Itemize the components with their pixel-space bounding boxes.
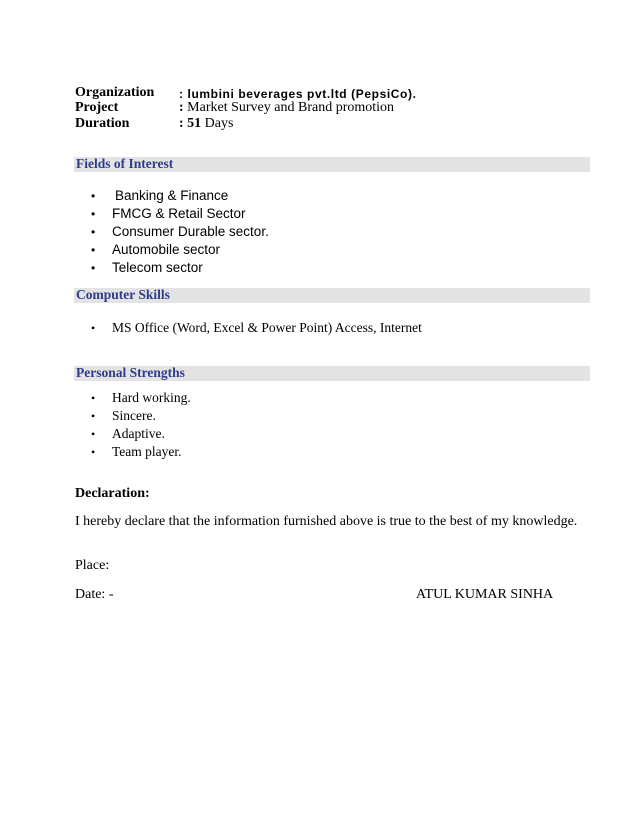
fields-of-interest-header xyxy=(74,157,590,172)
list-item-text: Adaptive. xyxy=(112,426,165,441)
list-item-text: Team player. xyxy=(112,444,182,459)
list-item-text: Consumer Durable sector. xyxy=(112,224,269,239)
bullet-icon: • xyxy=(91,321,96,335)
duration-number: : 51 xyxy=(179,116,202,131)
list-item-text: Hard working. xyxy=(112,390,191,405)
computer-skills-title: Computer Skills xyxy=(76,287,170,302)
bullet-icon: • xyxy=(91,409,96,423)
bullet-icon: • xyxy=(91,427,96,441)
list-item-text: Automobile sector xyxy=(112,242,221,257)
date-label: Date: - xyxy=(75,587,114,602)
bullet-icon: • xyxy=(91,243,96,257)
list-item xyxy=(74,407,191,425)
list-item-text: Sincere. xyxy=(112,408,156,423)
fields-of-interest-list xyxy=(74,187,269,277)
list-item-text: MS Office (Word, Excel & Power Point) Access, Internet xyxy=(112,320,422,335)
computer-skills-list xyxy=(74,319,422,337)
signature-name: ATUL KUMAR SINHA xyxy=(416,587,554,602)
duration-value xyxy=(179,116,233,132)
duration-unit: Days xyxy=(204,116,234,131)
list-item xyxy=(74,425,191,443)
fields-of-interest-title: Fields of Interest xyxy=(76,156,174,171)
bullet-icon: • xyxy=(91,391,96,405)
organization-value: : lumbini beverages pvt.ltd (PepsiCo). xyxy=(179,87,417,101)
list-item-text: FMCG & Retail Sector xyxy=(112,206,246,221)
list-item xyxy=(74,205,269,223)
personal-strengths-list xyxy=(74,389,191,461)
list-item xyxy=(74,259,269,277)
project-value xyxy=(179,100,394,116)
declaration-text: I hereby declare that the information furnished above is true to the best of my knowledge. xyxy=(75,514,578,529)
computer-skills-header xyxy=(74,288,590,303)
list-item xyxy=(74,223,269,241)
list-item-text: Banking & Finance xyxy=(115,188,229,203)
bullet-icon: • xyxy=(91,225,96,239)
bullet-icon: • xyxy=(91,445,96,459)
place-label: Place: xyxy=(75,558,110,573)
organization-label: Organization xyxy=(75,85,155,100)
declaration-heading: Declaration: xyxy=(75,486,150,501)
list-item xyxy=(74,241,269,259)
project-text: Market Survey and Brand promotion xyxy=(183,100,395,115)
list-item-text: Telecom sector xyxy=(112,260,203,275)
bullet-icon: • xyxy=(91,189,96,203)
personal-strengths-header xyxy=(74,366,590,381)
bullet-icon: • xyxy=(91,207,96,221)
personal-strengths-title: Personal Strengths xyxy=(76,365,185,380)
duration-label: Duration xyxy=(75,116,130,131)
list-item xyxy=(74,443,191,461)
list-item xyxy=(74,319,422,337)
list-item xyxy=(74,187,269,205)
project-colon: : xyxy=(179,100,184,115)
list-item xyxy=(74,389,191,407)
bullet-icon: • xyxy=(91,261,96,275)
project-label: Project xyxy=(75,100,119,115)
